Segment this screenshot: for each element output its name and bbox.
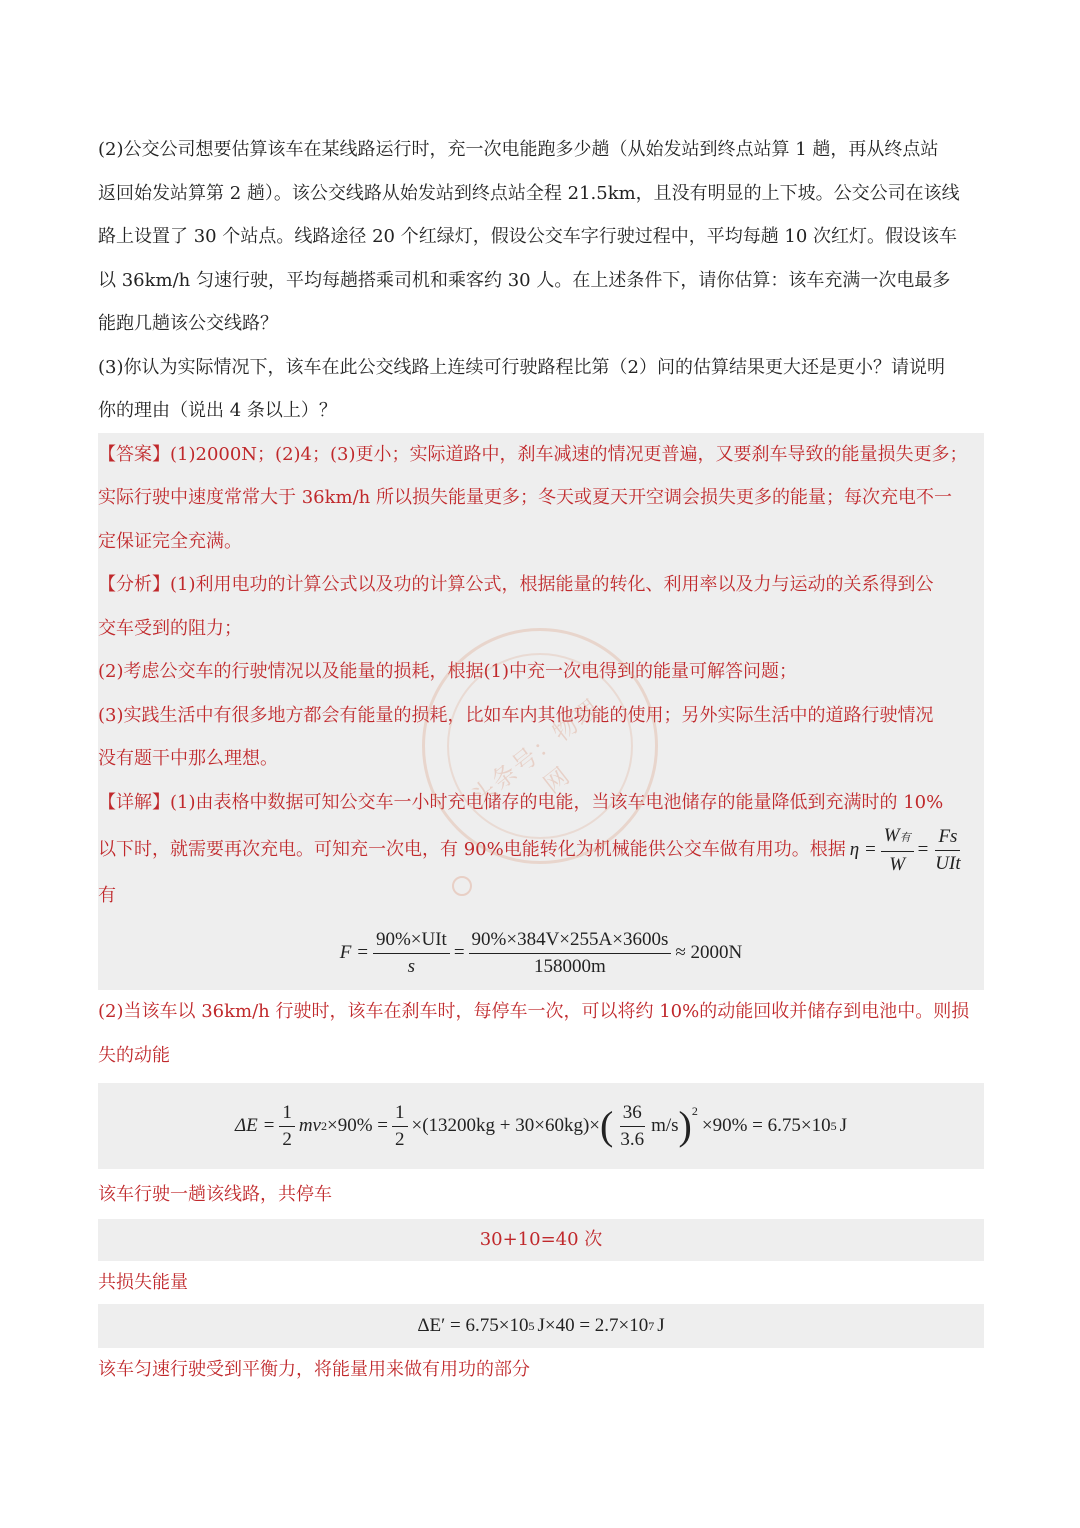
detail-tag: 【详解】 (98, 791, 170, 813)
denominator: UIt (935, 852, 961, 874)
detail-line: 共损失能量 (98, 1271, 188, 1293)
numerator: 90%×384V×255A×3600s (469, 929, 672, 954)
equals-sign: = (453, 942, 465, 963)
formula-part: ΔE′ = 6.75×10 (417, 1315, 529, 1336)
analysis-line: 没有题干中那么理想。 (98, 748, 278, 769)
formula-rhs: ≈ 2000N (675, 942, 743, 963)
denominator: s (407, 955, 416, 977)
numerator: 1 (392, 1102, 408, 1127)
exponent: 2 (320, 1118, 327, 1133)
right-paren: ) (678, 1103, 692, 1148)
question-line: 返回始发站算第 2 趟）。该公交线路从始发站到终点站全程 21.5km，且没有明显的上下坡。公交公司在该线 (98, 182, 960, 204)
answer-line: 实际行驶中速度常常大于 36km/h 所以损失能量更多；冬天或夏天开空调会损失更多的能量；每次充电不一 (98, 487, 952, 508)
formula-part: ×90% = 6.75×10 (701, 1115, 831, 1136)
formula-lhs: ΔE = (234, 1115, 276, 1136)
detail-text: 以下时，就需要再次充电。可知充一次电，有 90%电能转化为机械能供公交车做有用功。根据 (98, 839, 846, 860)
answer-section (98, 433, 984, 991)
detail-line-with-formula (98, 824, 984, 876)
detail-line: (2)当该车以 36km/h 行驶时，该车在刹车时，每停车一次，可以将约 10%的动能回收并储存到电池中。则损 (98, 1001, 970, 1022)
document-page (98, 128, 984, 1392)
exponent: 7 (648, 1318, 655, 1333)
left-paren: ( (600, 1103, 614, 1148)
analysis-tag: 【分析】 (98, 574, 170, 595)
fraction (932, 826, 963, 875)
question-line: 以 36km/h 匀速行驶，平均每趟搭乘司机和乘客约 30 人。在上述条件下，请你估算：该车充满一次电最多 (98, 269, 951, 291)
detail-line: 该车匀速行驶受到平衡力，将能量用来做有用功的部分 (98, 1359, 530, 1380)
efficiency-formula (850, 824, 968, 876)
analysis-line: (2)考虑公交车的行驶情况以及能量的损耗，根据(1)中充一次电得到的能量可解答问题； (98, 661, 797, 682)
exponent: 2 (691, 1103, 698, 1118)
exponent: 5 (830, 1118, 837, 1133)
analysis-text: (1)利用电功的计算公式以及功的计算公式，根据能量的转化、利用率以及力与运动的关系得到公 (170, 574, 934, 595)
w-symbol: W (883, 824, 900, 846)
detail-part-2 (98, 990, 984, 1077)
denominator: 3.6 (620, 1128, 645, 1150)
question-line: 你的理由（说出 4 条以上）？ (98, 400, 337, 421)
fraction (881, 825, 914, 876)
formula-part: J×40 = 2.7×10 (537, 1315, 649, 1336)
fraction (469, 929, 672, 978)
watermark-text: 头条号：物理网 (465, 693, 606, 812)
question-line: 能跑几趟该公交线路？ (98, 313, 278, 334)
kinetic-energy-formula (98, 1083, 984, 1169)
subscript: 有 (899, 831, 911, 844)
answer-text: (1)2000N；(2)4；(3)更小；实际道路中，刹车减速的情况更普遍，又要刹车导致的能量损失更多； (170, 443, 968, 465)
denominator: 2 (282, 1128, 292, 1150)
detail-line: 该车行驶一趟该线路，共停车 (98, 1184, 332, 1205)
analysis-line: (3)实践生活中有很多地方都会有能量的损耗，比如车内其他功能的使用；另外实际生活中的道路行驶情况 (98, 704, 934, 726)
total-loss-formula (98, 1304, 984, 1348)
stops-formula: 30+10=40 次 (98, 1219, 984, 1261)
detail-line (98, 781, 984, 825)
watermark-dot (452, 876, 472, 896)
formula-part: ×(13200kg + 30×60kg)× (411, 1115, 601, 1136)
mv-term: mv (298, 1115, 321, 1136)
denominator: W (889, 853, 906, 875)
velocity-unit: m/s (651, 1115, 679, 1136)
equals-sign: = (917, 839, 929, 860)
denominator: 158000m (534, 955, 606, 977)
exponent: 5 (528, 1318, 535, 1333)
unit: J (657, 1315, 665, 1336)
numerator: 1 (279, 1102, 295, 1127)
formula-lhs: F = (339, 942, 369, 963)
force-formula (98, 916, 984, 990)
eta-symbol: η = (849, 839, 877, 860)
answer-line: 定保证完全充满。 (98, 530, 242, 552)
analysis-line: 交车受到的阻力； (98, 617, 242, 639)
question-line: (3)你认为实际情况下，该车在此公交线路上连续可行驶路程比第（2）问的估算结果更大还是更小？请说明 (98, 356, 945, 378)
numerator (881, 825, 914, 852)
answer-line (98, 433, 984, 477)
analysis-line (98, 563, 984, 607)
question-3 (98, 346, 984, 433)
fraction (617, 1102, 647, 1151)
fraction (279, 1102, 295, 1151)
detail-text: (1)由表格中数据可知公交车一小时充电储存的电能，当该车电池储存的能量降低到充满时的 10% (170, 791, 944, 813)
fraction (373, 929, 450, 978)
detail-line: 有 (98, 885, 116, 906)
denominator: 2 (395, 1128, 405, 1150)
numerator: 90%×UIt (373, 929, 450, 954)
fraction (392, 1102, 408, 1151)
answer-tag: 【答案】 (98, 443, 170, 465)
unit: J (839, 1115, 848, 1136)
question-2 (98, 128, 984, 346)
detail-line: 失的动能 (98, 1044, 170, 1066)
question-line: (2)公交公司想要估算该车在某线路运行时，充一次电能跑多少趟（从始发站到终点站算 1 趟，再从终点站 (98, 139, 939, 160)
formula-part: ×90% = (326, 1115, 388, 1136)
numerator: Fs (935, 826, 960, 851)
numerator: 36 (620, 1102, 645, 1127)
question-line: 路上设置了 30 个站点。线路途径 20 个红绿灯，假设公交车字行驶过程中，平均每趟 10 次红灯。假设该车 (98, 226, 958, 247)
